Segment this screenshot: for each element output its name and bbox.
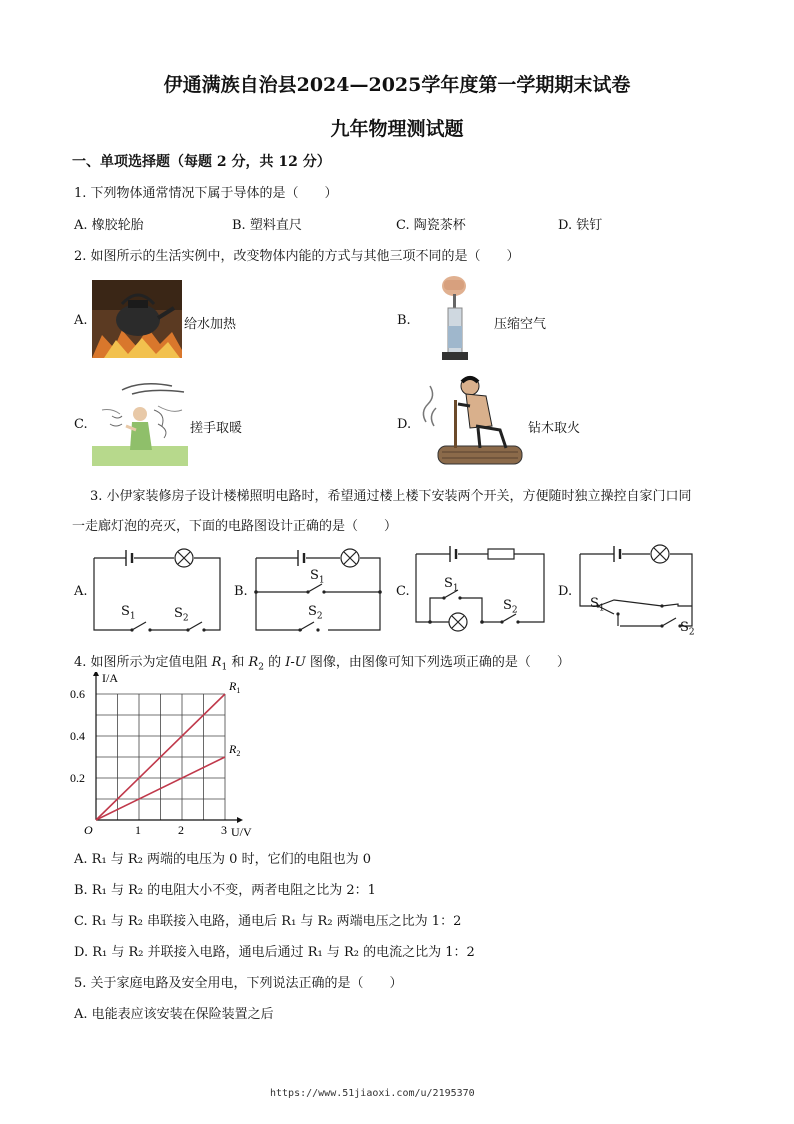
y-axis-arrow: [93, 672, 99, 676]
q3-stem-line1: 3. 小伊家装修房子设计楼梯照明电路时，希望通过楼上楼下安装两个开关，方便随时独立操控自家门口同: [90, 489, 692, 504]
q1-stem: 1. 下列物体通常情况下属于导体的是（ ）: [74, 186, 338, 201]
circuit-c: [414, 544, 546, 636]
q2-caption-b: 压缩空气: [494, 317, 547, 332]
q3d-s1-label: $S_1$: [590, 596, 605, 614]
origin-label: O: [84, 823, 93, 837]
q5-option-a: A. 电能表应该安装在保险装置之后: [74, 1007, 274, 1022]
q2-caption-d: 钻木取火: [528, 421, 581, 436]
q4-option-c: C. R₁ 与 R₂ 串联接入电路，通电后 R₁ 与 R₂ 两端电压之比为 1：2: [74, 914, 462, 929]
q2-stem: 2. 如图所示的生活实例中，改变物体内能的方式与其他三项不同的是（ ）: [74, 249, 520, 264]
exam-title: 伊通满族自治县2024—2025学年度第一学期期末试卷: [163, 74, 631, 96]
y-axis-label: I/A: [102, 672, 118, 685]
q4-stem: 4. 如图所示为定值电阻 $R_1$ 和 $R_2$ 的 I-U 图像，由图像可知下列选项正确的是（ ）: [74, 655, 570, 673]
q2-letter-b: B.: [397, 313, 411, 328]
series-label-r1: $R_1$: [229, 679, 241, 695]
x-tick-label: 2: [178, 823, 184, 837]
q3-letter-a: A.: [74, 584, 88, 599]
air-pump-image: [430, 272, 480, 368]
rubbing-hands-image: [92, 380, 188, 466]
q4-option-b: B. R₁ 与 R₂ 的电阻大小不变，两者电阻之比为 2：1: [74, 883, 376, 898]
q3b-s1-label: $S_1$: [310, 568, 325, 586]
q2-caption-c: 搓手取暖: [190, 421, 243, 436]
y-tick-label: 0.4: [70, 729, 85, 743]
x-tick-label: 3: [221, 823, 227, 837]
x-tick-label: 1: [135, 823, 141, 837]
q4-option-a: A. R₁ 与 R₂ 两端的电压为 0 时，它们的电阻也为 0: [74, 852, 371, 867]
q4-option-d: D. R₁ 与 R₂ 并联接入电路，通电后通过 R₁ 与 R₂ 的电流之比为 1：2: [74, 945, 475, 960]
q3c-s1-label: $S_1$: [444, 576, 459, 594]
q3-letter-b: B.: [234, 584, 248, 599]
drilling-wood-image: [418, 372, 526, 470]
q5-stem: 5. 关于家庭电路及安全用电，下列说法正确的是（ ）: [74, 976, 403, 991]
y-tick-label: 0.2: [70, 771, 85, 785]
footer-url: https://www.51jiaoxi.com/u/2195370: [270, 1088, 475, 1099]
q2-letter-d: D.: [397, 417, 412, 432]
y-tick-label: 0.6: [70, 687, 85, 701]
x-axis-arrow: [237, 817, 243, 823]
q3a-s2-label: $S_2$: [174, 606, 189, 624]
circuit-a: [92, 544, 222, 636]
q3-letter-d: D.: [558, 584, 573, 599]
q1-option-c: C. 陶瓷茶杯: [396, 218, 466, 233]
q1-option-b: B. 塑料直尺: [232, 218, 302, 233]
series-label-r2: $R_2$: [229, 742, 241, 758]
q1-option-d: D. 铁钉: [558, 218, 603, 233]
q2-caption-a: 给水加热: [184, 317, 237, 332]
section-heading: 一、单项选择题（每题 2 分，共 12 分）: [72, 154, 331, 170]
q2-letter-a: A.: [74, 313, 88, 328]
q3-stem-line2: 一走廊灯泡的亮灭，下面的电路图设计正确的是（ ）: [72, 519, 398, 534]
q2-letter-c: C.: [74, 417, 88, 432]
q3-letter-c: C.: [396, 584, 410, 599]
q1-option-a: A. 橡胶轮胎: [74, 218, 144, 233]
q3a-s1-label: $S_1$: [121, 604, 136, 622]
iu-chart: [66, 672, 276, 842]
kettle-fire-image: [92, 280, 182, 358]
exam-subtitle: 九年物理测试题: [330, 118, 464, 140]
q3c-s2-label: $S_2$: [503, 598, 518, 616]
x-axis-label: U/V: [231, 825, 252, 839]
circuit-d: [578, 544, 696, 636]
q3b-s2-label: $S_2$: [308, 604, 323, 622]
q3d-s2-label: $S_2$: [680, 620, 695, 638]
